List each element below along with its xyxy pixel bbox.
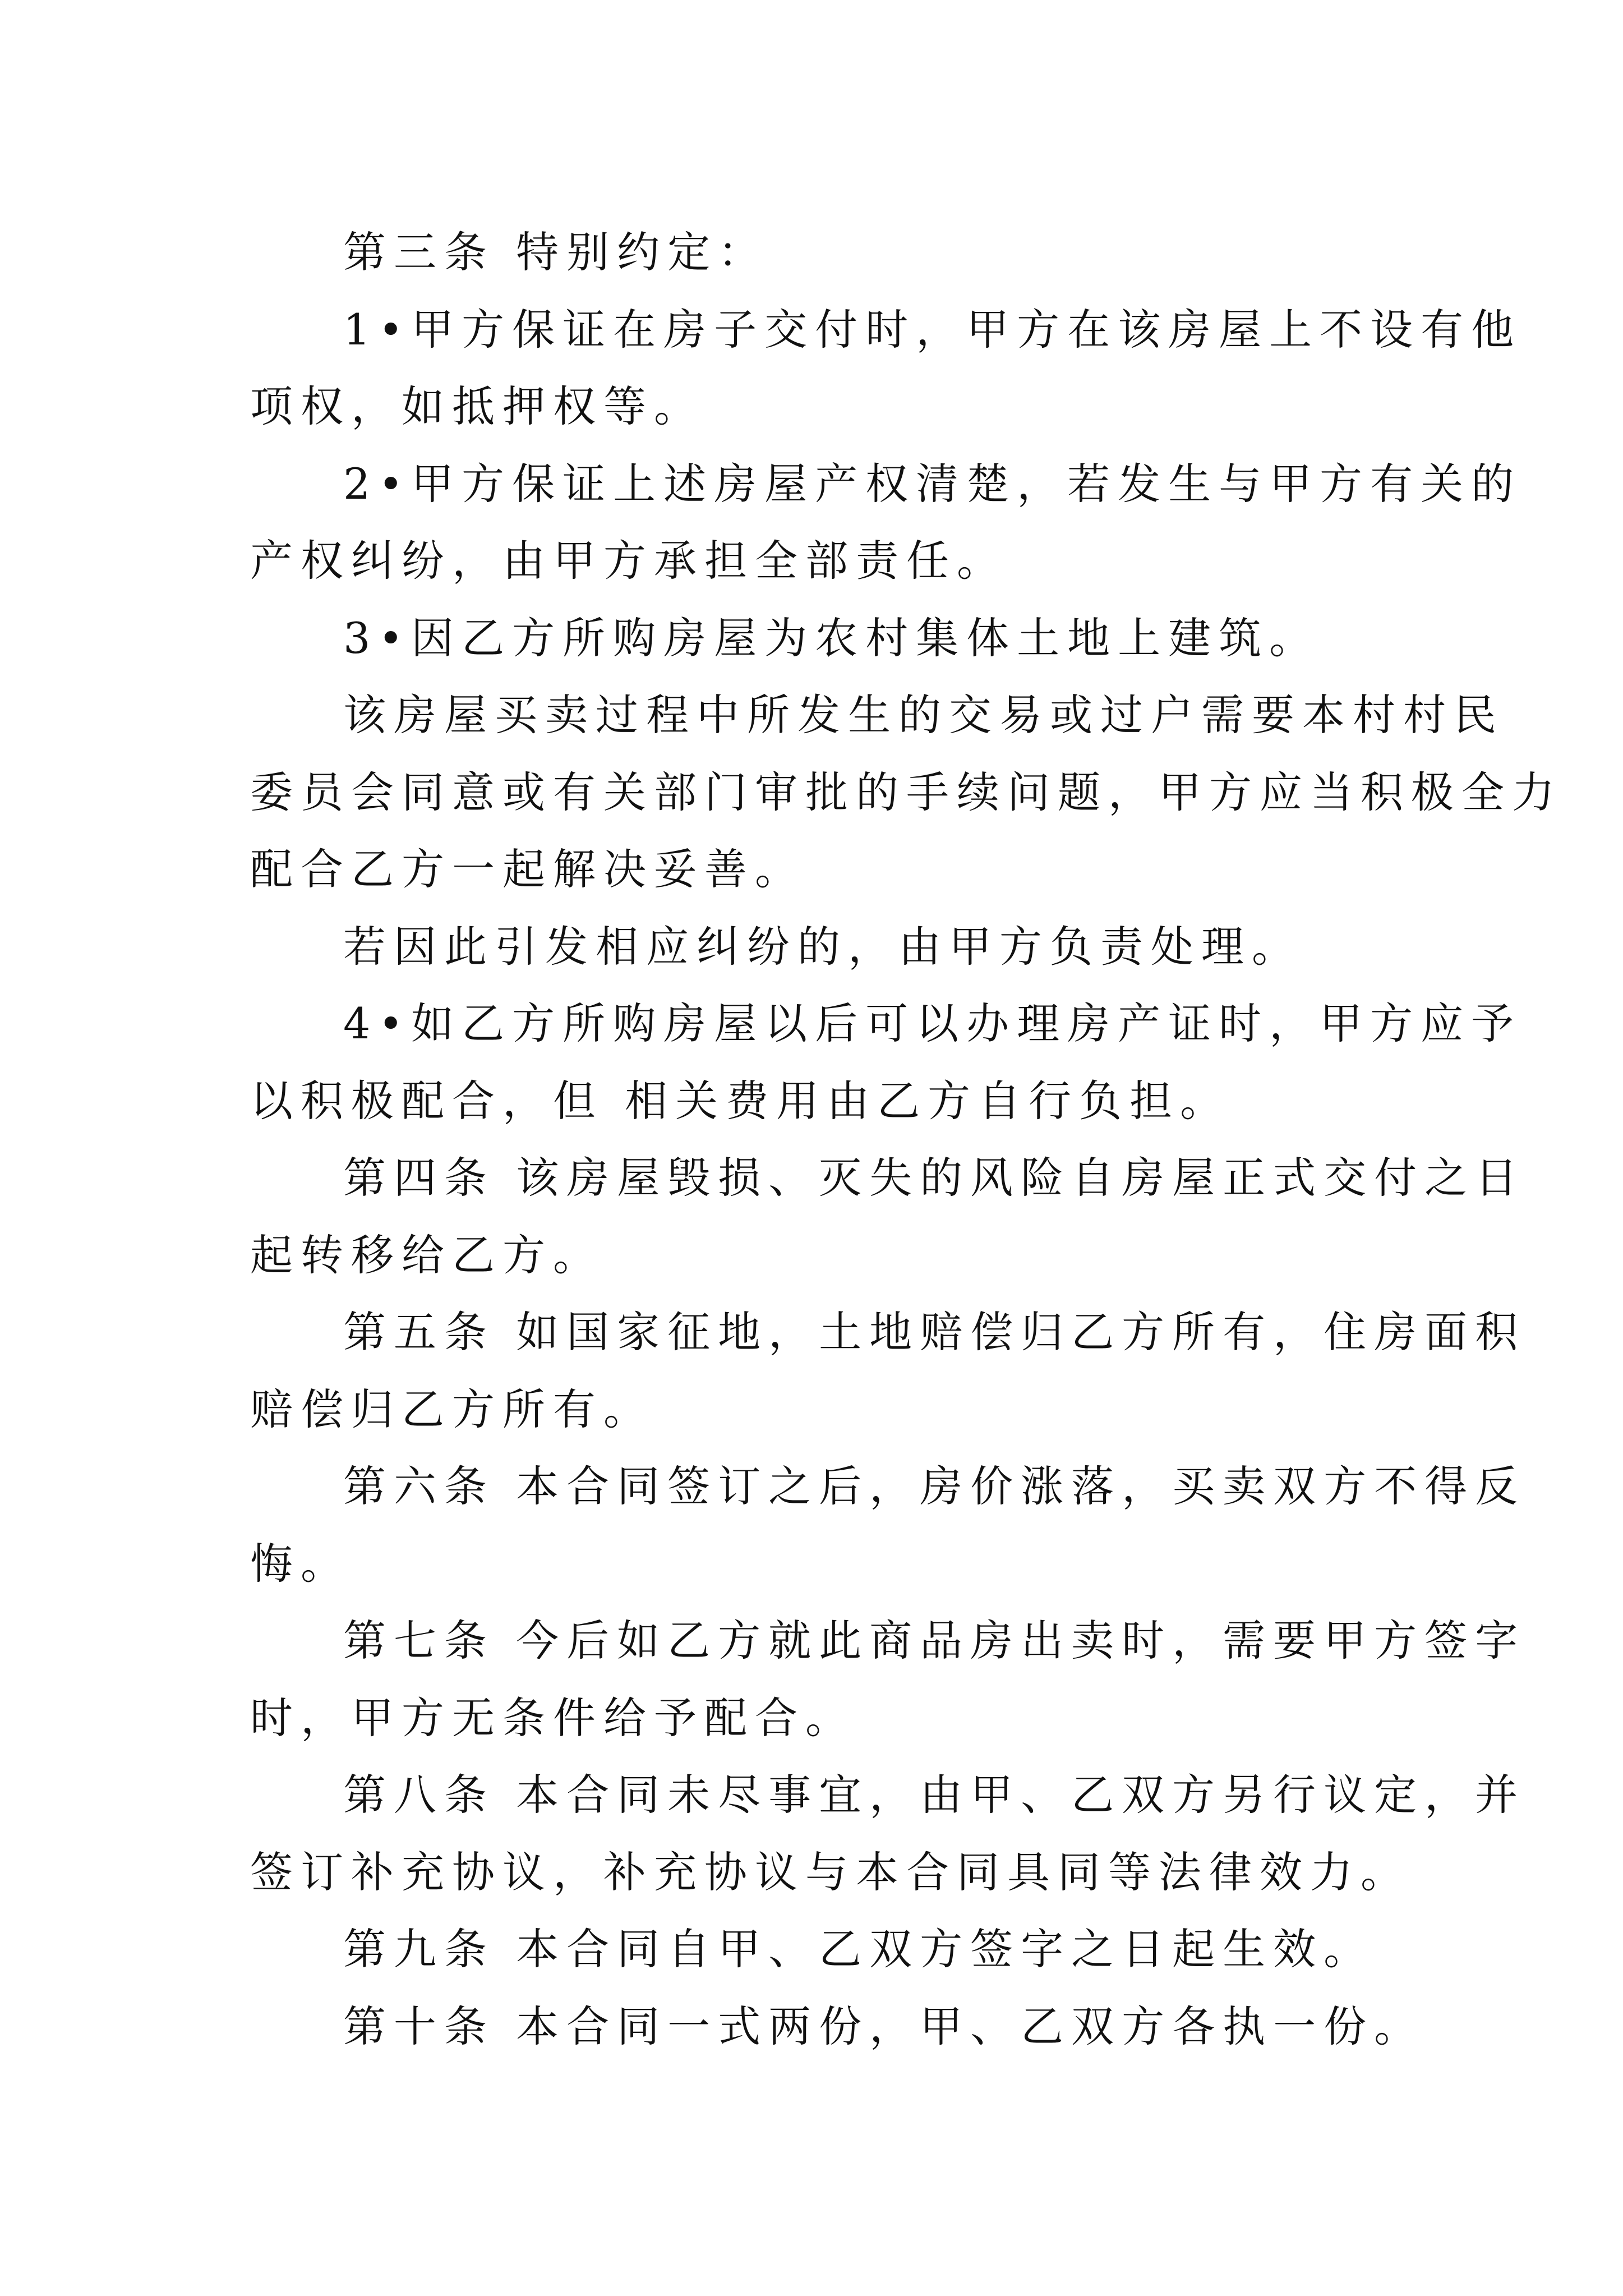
text-line: 第九条 本合同自甲、乙双方签字之日起生效。: [343, 1924, 1375, 1974]
clause-5: [250, 1294, 1526, 1448]
text-line: 第八条 本合同未尽事宜，由甲、乙双方另行议定，并: [343, 1770, 1526, 1820]
text-line: 签订补充协议，补充协议与本合同具同等法律效力。: [250, 1847, 1411, 1897]
text-line: 配合乙方一起解决妥善。: [250, 844, 805, 894]
clause-3-item-2: [250, 445, 1522, 600]
clause-3-item-4: [250, 985, 1522, 1139]
text-line: 第七条 今后如乙方就此商品房出卖时，需要甲方签字: [343, 1616, 1526, 1665]
text-line: 悔。: [250, 1538, 351, 1589]
text-line: 以积极配合，但 相关费用由乙方自行负担。: [250, 1075, 1231, 1126]
text-line: 时，甲方无条件给予配合。: [250, 1692, 856, 1743]
clause-3-item-3: [250, 600, 1389, 677]
text-line: 该房屋买卖过程中所发生的交易或过户需要本村村民: [343, 690, 1504, 740]
clause-10: [250, 1988, 1425, 2065]
text-line: 起转移给乙方。: [250, 1230, 603, 1280]
text-line: 第六条 本合同签订之后，房价涨落，买卖双方不得反: [343, 1461, 1526, 1511]
clause-3-item-1: [250, 291, 1522, 445]
text-line: 3•因乙方所购房屋为农村集体土地上建筑。: [343, 613, 1320, 663]
clause-4: [250, 1139, 1526, 1294]
clause-9: [250, 1911, 1389, 1988]
text-line: 委员会同意或有关部门审批的手续问题，甲方应当积极全力: [250, 767, 1562, 817]
text-line: 2•甲方保证上述房屋产权清楚，若发生与甲方有关的: [343, 458, 1522, 509]
text-line: 项权，如抵押权等。: [250, 381, 704, 431]
contract-body: [250, 214, 1562, 2065]
text-line: 产权纠纷，由甲方承担全部责任。: [250, 536, 1007, 586]
text-line: 若因此引发相应纠纷的，由甲方负责处理。: [343, 921, 1302, 972]
clause-3-item-3-detail: [250, 677, 1562, 908]
text-line: 1•甲方保证在房子交付时，甲方在该房屋上不设有他: [343, 304, 1522, 355]
clause-3-item-3-dispute: [250, 908, 1389, 986]
text-line: 第三条 特别约定：: [343, 227, 769, 277]
text-line: 4•如乙方所购房屋以后可以办理房产证时，甲方应予: [343, 999, 1522, 1048]
clause-8: [250, 1756, 1526, 1911]
text-line: 第四条 该房屋毁损、灭失的风险自房屋正式交付之日: [343, 1153, 1526, 1203]
text-line: 第五条 如国家征地，土地赔偿归乙方所有，住房面积: [343, 1307, 1526, 1357]
text-line: 赔偿归乙方所有。: [250, 1384, 654, 1434]
clause-3-heading: [250, 214, 1389, 291]
clause-7: [250, 1602, 1526, 1756]
clause-6: [250, 1448, 1526, 1602]
text-line: 第十条 本合同一式两份，甲、乙双方各执一份。: [343, 2001, 1425, 2051]
